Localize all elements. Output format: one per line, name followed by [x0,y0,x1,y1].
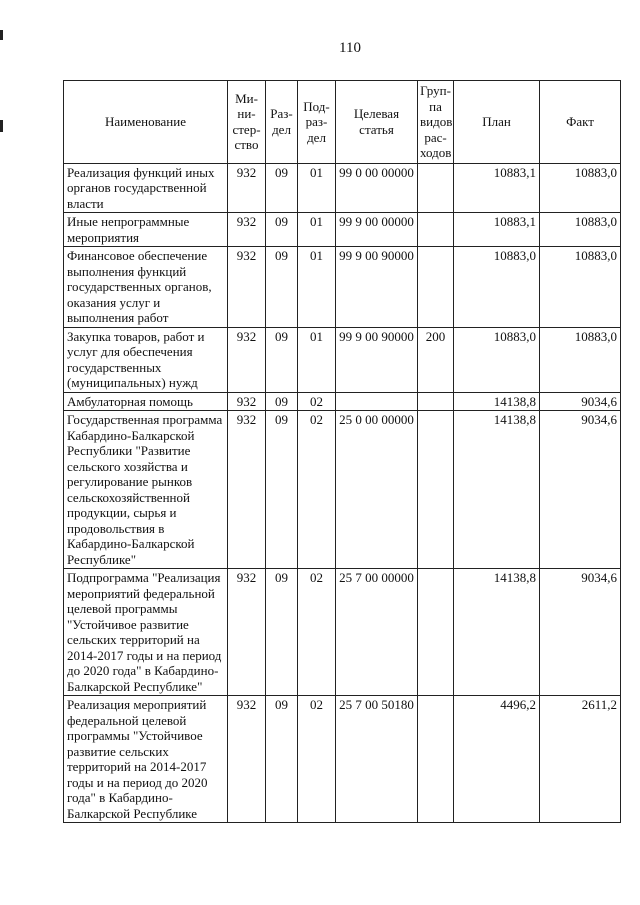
cell-fact: 9034,6 [540,569,621,696]
cell-plan: 10883,0 [454,327,540,392]
cell-subsection: 01 [298,163,336,213]
header-ministry: Ми- ни- стер- ство [228,81,266,164]
cell-target: 99 0 00 00000 [336,163,418,213]
cell-ministry: 932 [228,163,266,213]
cell-name: Реализация функций иных органов государственной власти [64,163,228,213]
table-row [64,163,621,213]
table-row [64,213,621,247]
cell-plan: 10883,1 [454,213,540,247]
cell-target: 99 9 00 90000 [336,247,418,328]
table-row [64,392,621,411]
cell-target: 25 7 00 00000 [336,569,418,696]
cell-name: Финансовое обеспечение выполнения функций государственных органов, оказания услуг и выполнения работ [64,247,228,328]
cell-ministry: 932 [228,213,266,247]
cell-subsection: 01 [298,213,336,247]
cell-target: 99 9 00 90000 [336,327,418,392]
cell-subsection: 01 [298,327,336,392]
budget-table [63,80,621,823]
cell-subsection: 01 [298,247,336,328]
table-row [64,411,621,569]
cell-plan: 10883,0 [454,247,540,328]
table-row [64,327,621,392]
cell-fact: 9034,6 [540,392,621,411]
header-section: Раз- дел [266,81,298,164]
cell-target [336,392,418,411]
scan-edge-mark [0,120,3,132]
cell-fact: 2611,2 [540,696,621,823]
header-expense-group: Груп- па видов рас- ходов [418,81,454,164]
cell-ministry: 932 [228,392,266,411]
cell-section: 09 [266,327,298,392]
cell-subsection: 02 [298,696,336,823]
cell-fact: 10883,0 [540,247,621,328]
cell-expense-group [418,411,454,569]
cell-fact: 9034,6 [540,411,621,569]
table-row [64,696,621,823]
cell-section: 09 [266,247,298,328]
scan-edge-mark [0,30,3,40]
cell-plan: 14138,8 [454,411,540,569]
cell-name: Амбулаторная помощь [64,392,228,411]
cell-subsection: 02 [298,392,336,411]
cell-name: Государственная программа Кабардино-Балкарской Республики "Развитие сельского хозяйства и регулирование рынков сельскохозяйственной продукции, сырья и продовольствия в Кабардино-Балкарской Республике" [64,411,228,569]
cell-ministry: 932 [228,247,266,328]
cell-section: 09 [266,411,298,569]
header-target: Целевая статья [336,81,418,164]
cell-target: 25 7 00 50180 [336,696,418,823]
cell-target: 25 0 00 00000 [336,411,418,569]
table-row [64,569,621,696]
cell-ministry: 932 [228,569,266,696]
cell-expense-group [418,247,454,328]
table-header-row [64,81,621,164]
cell-ministry: 932 [228,411,266,569]
cell-fact: 10883,0 [540,163,621,213]
cell-name: Подпрограмма "Реализация мероприятий федеральной целевой программы "Устойчивое развитие сельских территорий на 2014-2017 годы и на период до 2020 года" в Кабардино-Балкарской Республике" [64,569,228,696]
cell-plan: 10883,1 [454,163,540,213]
cell-name: Реализация мероприятий федеральной целевой программы "Устойчивое развитие сельских территорий на 2014-2017 годы и на период до 2020 года" в Кабардино-Балкарской Республике [64,696,228,823]
cell-expense-group: 200 [418,327,454,392]
cell-target: 99 9 00 00000 [336,213,418,247]
cell-subsection: 02 [298,569,336,696]
cell-subsection: 02 [298,411,336,569]
cell-plan: 14138,8 [454,392,540,411]
cell-ministry: 932 [228,696,266,823]
cell-expense-group [418,696,454,823]
cell-name: Иные непрограммные мероприятия [64,213,228,247]
cell-name: Закупка товаров, работ и услуг для обеспечения государственных (муниципальных) нужд [64,327,228,392]
cell-section: 09 [266,213,298,247]
cell-fact: 10883,0 [540,213,621,247]
cell-plan: 14138,8 [454,569,540,696]
cell-plan: 4496,2 [454,696,540,823]
header-subsection: Под- раз- дел [298,81,336,164]
cell-expense-group [418,569,454,696]
page-number: 110 [339,40,361,56]
cell-expense-group [418,213,454,247]
cell-section: 09 [266,696,298,823]
cell-ministry: 932 [228,327,266,392]
table-row [64,247,621,328]
header-plan: План [454,81,540,164]
header-fact: Факт [540,81,621,164]
cell-expense-group [418,392,454,411]
cell-expense-group [418,163,454,213]
header-name: Наименование [64,81,228,164]
cell-section: 09 [266,163,298,213]
cell-section: 09 [266,569,298,696]
cell-section: 09 [266,392,298,411]
cell-fact: 10883,0 [540,327,621,392]
